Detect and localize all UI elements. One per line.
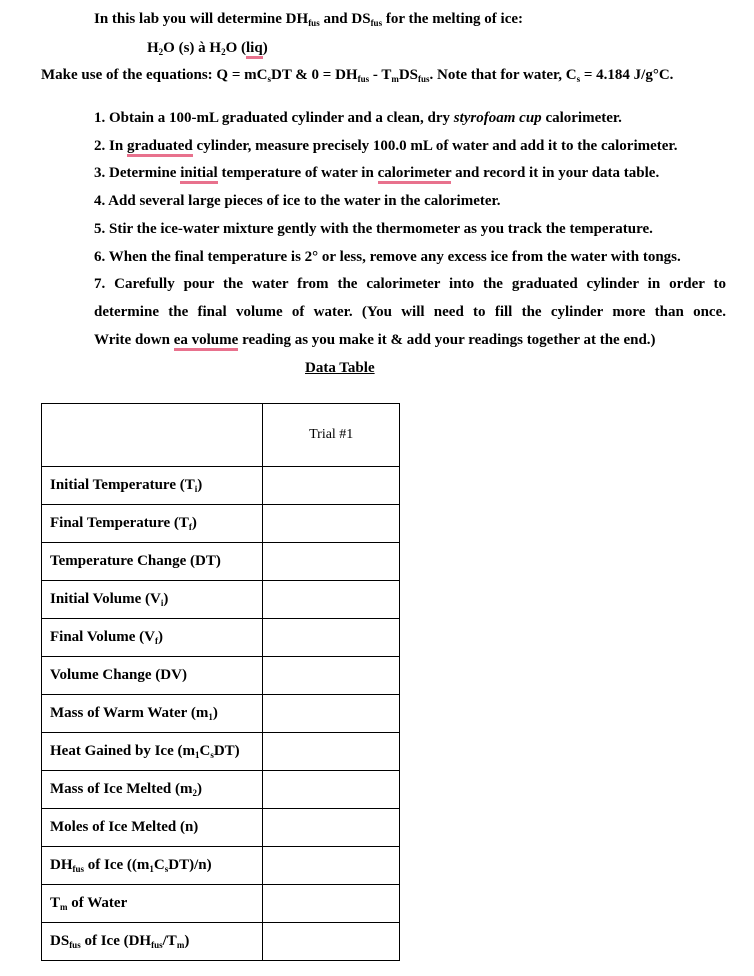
label-text: of Ice ((m [84, 857, 150, 873]
label-text: ) [197, 477, 203, 493]
step-7-line-3 [94, 332, 726, 349]
subscript: 1 [194, 750, 200, 760]
equation-text: . Note that for water, C [429, 67, 577, 83]
step-2 [94, 138, 726, 155]
row-label [42, 847, 263, 885]
intro-text: and DS [319, 11, 371, 27]
equation-text: Make use of the equations: Q = mC [41, 67, 268, 83]
label-text: ) [158, 629, 164, 645]
subscript: s [267, 74, 271, 84]
reaction-text: O ( [225, 40, 247, 56]
subscript: fus [370, 18, 383, 28]
subscript: 1 [208, 712, 213, 722]
subscript: fus [357, 74, 370, 84]
row-label [42, 467, 263, 505]
label-text: of Ice (DH [80, 933, 152, 949]
equation-text: DT & 0 = DH [270, 67, 358, 83]
subscript: m [391, 74, 399, 84]
step-text: cylinder, measure precisely 100.0 mL of water and add it to the calorimeter. [192, 138, 678, 154]
table-header-row [42, 404, 400, 467]
row-label [42, 619, 263, 657]
intro-line [94, 11, 523, 28]
row-label [42, 809, 263, 847]
equation-text: DS [398, 67, 419, 83]
row-label [42, 657, 263, 695]
label-text: of Water [67, 895, 128, 911]
row-label [42, 695, 263, 733]
trial-1-header: Trial #1 [263, 404, 400, 467]
subscript: fus [69, 940, 81, 950]
label-text: Initial Volume (V [50, 591, 161, 607]
subscript: 1 [149, 864, 154, 874]
label-text: Moles of Ice Melted (n) [50, 819, 199, 835]
equation-text: - T [369, 67, 392, 83]
subscript: 2 [221, 47, 226, 57]
row-label [42, 505, 263, 543]
table-row [42, 885, 400, 923]
reaction-text: O (s) à H [163, 40, 222, 56]
equations-line [41, 67, 673, 84]
spellcheck-underline: ea volume [174, 332, 239, 351]
label-text: C [153, 857, 165, 873]
table-row [42, 733, 400, 771]
label-text: DT) [213, 743, 240, 759]
table-row [42, 657, 400, 695]
label-text: Initial Temperature (T [50, 477, 195, 493]
table-row [42, 771, 400, 809]
step-7-line-2: determine the final volume of water. (You will need to fill the cylinder more than once. [94, 304, 726, 320]
step-text: 1. Obtain a 100-mL graduated cylinder and a clean, dry [94, 110, 454, 126]
table-row [42, 543, 400, 581]
row-label [42, 543, 263, 581]
row-label [42, 581, 263, 619]
subscript: s [164, 864, 169, 874]
step-7-line-1: 7. Carefully pour the water from the calorimeter into the graduated cylinder in order to [94, 276, 726, 292]
subscript: f [188, 522, 192, 532]
label-text: Mass of Warm Water (m [50, 705, 209, 721]
step-1 [94, 110, 726, 127]
label-text: ) [212, 705, 218, 721]
reaction-text: H [147, 40, 159, 56]
trial-1-cell[interactable] [263, 657, 400, 695]
subscript: fus [72, 864, 85, 874]
row-label [42, 771, 263, 809]
label-text: ) [163, 591, 169, 607]
trial-1-cell[interactable] [263, 847, 400, 885]
trial-1-cell[interactable] [263, 733, 400, 771]
step-text: 3. Determine [94, 165, 181, 181]
trial-1-cell[interactable] [263, 619, 400, 657]
label-text: Mass of Ice Melted (m [50, 781, 193, 797]
reaction-equation [147, 40, 268, 57]
step-5: 5. Stir the ice-water mixture gently with the thermometer as you track the temperature. [94, 221, 653, 237]
spellcheck-underline: initial [180, 165, 218, 184]
subscript: m [176, 940, 185, 950]
label-text: Temperature Change (DT) [50, 553, 221, 569]
table-row [42, 847, 400, 885]
label-text: Final Temperature (T [50, 515, 189, 531]
subscript: 2 [158, 47, 164, 57]
label-text: /T [162, 933, 177, 949]
step-text: Write down [94, 332, 174, 348]
trial-1-cell[interactable] [263, 885, 400, 923]
trial-1-cell[interactable] [263, 581, 400, 619]
subscript: s [576, 74, 581, 84]
row-label [42, 733, 263, 771]
label-text: DS [50, 933, 70, 949]
intro-text: In this lab you will determine DH [94, 11, 309, 27]
step-4: 4. Add several large pieces of ice to the water in the calorimeter. [94, 193, 501, 209]
label-text: ) [191, 515, 197, 531]
reaction-text: ) [262, 40, 268, 56]
subscript: s [210, 750, 214, 760]
step-text: calorimeter. [541, 110, 622, 126]
trial-1-cell[interactable] [263, 543, 400, 581]
step-6: 6. When the final temperature is 2° or less, remove any excess ice from the water with tongs. [94, 249, 681, 265]
table-row [42, 581, 400, 619]
data-table-heading: Data Table [305, 360, 375, 376]
data-table [41, 403, 400, 961]
step-3 [94, 165, 726, 182]
table-row [42, 467, 400, 505]
subscript: f [155, 636, 159, 646]
table-row [42, 619, 400, 657]
label-text: T [50, 895, 61, 911]
subscript: fus [308, 18, 320, 28]
table-corner-cell[interactable] [42, 404, 263, 467]
trial-1-cell[interactable] [263, 695, 400, 733]
step-text: 2. In [94, 138, 127, 154]
row-label [42, 923, 263, 961]
spellcheck-underline: graduated [127, 138, 193, 157]
label-text: DT)/n) [168, 857, 212, 873]
label-text: ) [196, 781, 202, 797]
trial-1-cell[interactable] [263, 771, 400, 809]
table-row [42, 505, 400, 543]
step-text: reading as you make it & add your readings together at the end.) [238, 332, 656, 348]
subscript: i [194, 484, 198, 494]
trial-1-cell[interactable] [263, 505, 400, 543]
spellcheck-underline: calorimeter [378, 165, 452, 184]
subscript: m [60, 902, 68, 912]
label-text: Volume Change (DV) [50, 667, 187, 683]
subscript: fus [418, 74, 430, 84]
label-text: C [199, 743, 211, 759]
subscript: fus [151, 940, 163, 950]
trial-1-cell[interactable] [263, 467, 400, 505]
step-emphasis: styrofoam cup [453, 110, 542, 126]
equation-text: = 4.184 J/g°C. [580, 67, 674, 83]
row-label [42, 885, 263, 923]
label-text: ) [184, 933, 190, 949]
spellcheck-underline: liq [246, 40, 263, 59]
step-text: temperature of water in [217, 165, 378, 181]
intro-text: for the melting of ice: [382, 11, 524, 27]
label-text: Heat Gained by Ice (m [50, 743, 195, 759]
subscript: i [160, 598, 164, 608]
label-text: DH [50, 857, 73, 873]
label-text: Final Volume (V [50, 629, 156, 645]
step-text: and record it in your data table. [451, 165, 660, 181]
trial-1-cell[interactable] [263, 809, 400, 847]
table-row [42, 809, 400, 847]
table-row [42, 695, 400, 733]
table-row [42, 923, 400, 961]
subscript: 2 [192, 788, 197, 798]
trial-1-cell[interactable] [263, 923, 400, 961]
